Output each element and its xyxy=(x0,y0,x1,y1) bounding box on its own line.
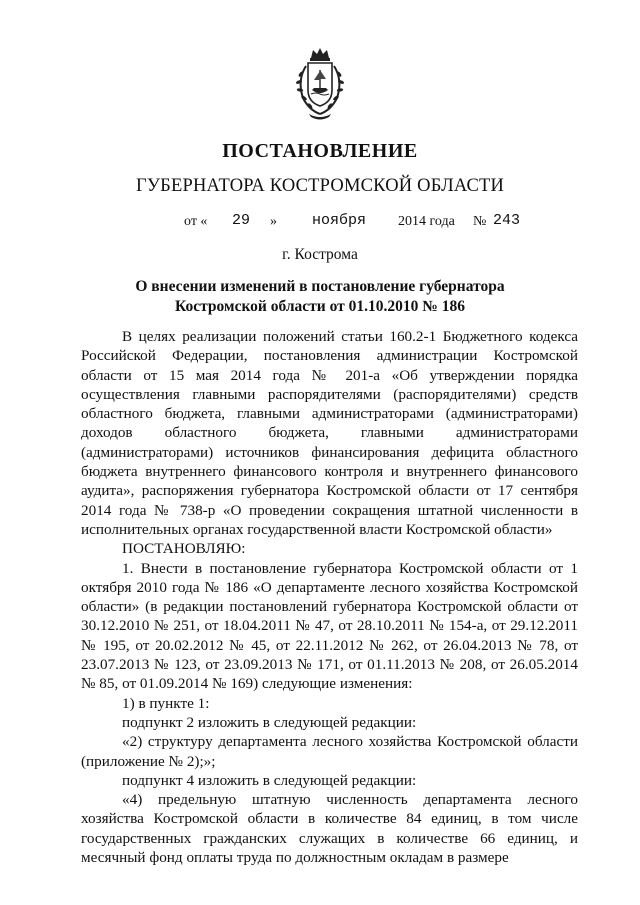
heading-line-1: О внесении изменений в постановление губернатора xyxy=(135,278,505,295)
subpoint-2-intro: подпункт 2 изложить в следующей редакции: xyxy=(122,713,417,731)
number-sign: № xyxy=(473,214,487,229)
heading-line-2: Костромской области от 01.10.2010 № 186 xyxy=(175,298,465,315)
subclause-1-paragraph: 1) в пункте 1: xyxy=(122,694,210,712)
document-heading xyxy=(0,277,640,317)
date-month: ноября xyxy=(312,212,367,229)
document-number: 243 xyxy=(493,212,521,229)
date-day: 29 xyxy=(232,212,251,229)
coat-of-arms-emblem xyxy=(291,46,349,120)
document-title: ПОСТАНОВЛЕНИЕ xyxy=(222,140,418,162)
issuing-authority: ГУБЕРНАТОРА КОСТРОМСКОЙ ОБЛАСТИ xyxy=(135,176,505,196)
date-year: 2014 года xyxy=(398,214,455,229)
subpoint-2-text: «2) структуру департамента лесного хозяйства Костромской области (приложение № 2);»; xyxy=(81,733,578,770)
preamble-paragraph: В целях реализации положений статьи 160.2-1 Бюджетного кодекса Российской Федерации, постановления администрации Костромской области от 15 мая 2014 года № 201-а «Об утверждении порядка осуществления главными распорядителями (распорядителями) средств областного бюджета, главными администраторами (администраторами) доходов областного бюджета, главными администраторами (администраторами) источников финансирования дефицита областного бюджета внутреннего финансового контроля и внутреннего финансового аудита», распоряжения губернатора Костромской области от 17 сентября 2014 года № 738-р «О проведении сокращения штатной численности в исполнительных органах государственной власти Костромской области» xyxy=(81,328,578,538)
subpoint-4-text: «4) предельную штатную численность департамента лесного хозяйства Костромской области в количестве 84 единиц, в том числе государственных гражданских служащих в количестве 66 единиц, и месячный фонд оплаты труда по должностным окладам в размере xyxy=(81,791,578,867)
subpoint-4-intro: подпункт 4 изложить в следующей редакции: xyxy=(122,771,417,789)
clause-1-paragraph: 1. Внести в постановление губернатора Костромской области от 1 октября 2010 года № 186 «О департаменте лесного хозяйства Костромской области» (в редакции постановлений губернатора Костромской области от 30.12.2010 № 251, от 18.04.2011 № 47, от 28.10.2011 № 154-а, от 29.12.2011 № 195, от 20.02.2012 № 45, от 22.11.2012 № 262, от 26.04.2013 № 78, от 23.07.2013 № 123, от 23.09.2013 № 171, от 01.11.2013 № 208, от 26.05.2014 № 85, от 01.09.2014 № 169) следующие изменения: xyxy=(81,559,578,693)
decree-word: ПОСТАНОВЛЯЮ: xyxy=(122,540,246,558)
date-day-close: » xyxy=(270,214,277,229)
date-prefix: от « xyxy=(184,214,208,229)
city-of-issue: г. Кострома xyxy=(282,246,358,263)
document-body xyxy=(81,327,578,867)
